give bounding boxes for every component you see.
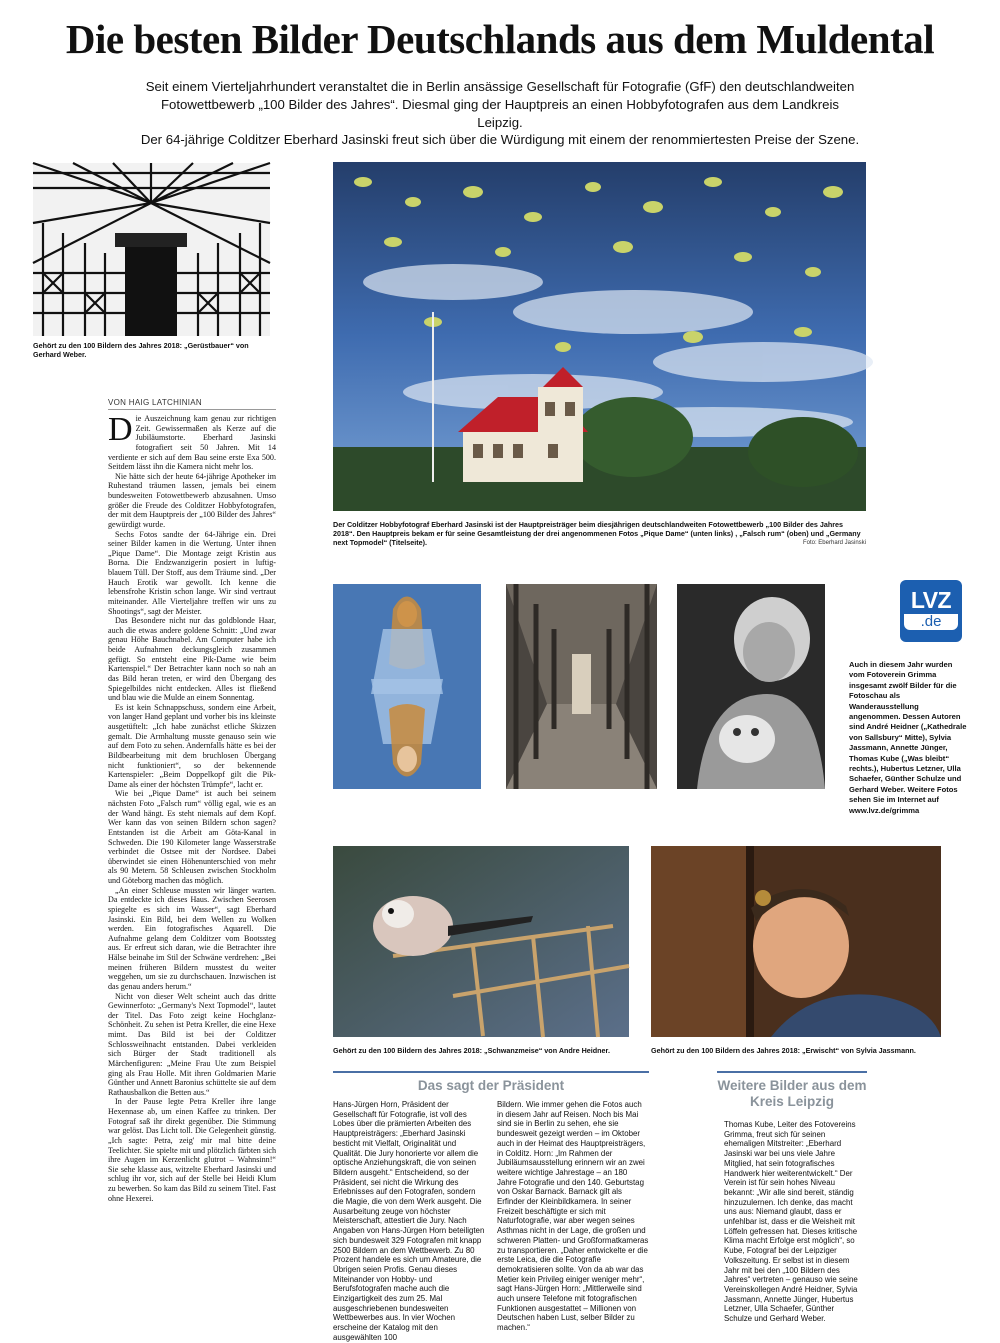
bird-illustration [333,846,629,1037]
house-reflection-illustration [333,162,866,511]
intro-line: Fotowettbewerb „100 Bilder des Jahres“. Diesmal ging der Hauptpreis an einen Hobbyfotografen aus dem Landkreis Leipzig. [160,96,840,130]
article-paragraph: Es ist kein Schnappschuss, sondern eine Arbeit, von langer Hand geplant und vorher bis ins kleinste ausgetüftelt: „Ich habe zunächst etliche Skizzen gemalt. Die Armhaltung musste genauso sein wie auf dem Foto zu sehen. Andernfalls hätte es bei der Bildbearbeitung mit dem bruchlosen Übergang nicht funktioniert“, so der bekennende Kartenspieler: „Beim Doppelkopf gilt die Pik-Dame als einer der höchsten Trümpfe“, lacht er. [108,702,276,789]
photo-erwischt [651,846,941,1037]
page-headline: Die besten Bilder Deutschlands aus dem Muldental [65,16,935,62]
caption-schwanzmeise: Gehört zu den 100 Bildern des Jahres 2018: „Schwanzmeise“ von Andre Heidner. [333,1046,610,1055]
drop-cap: D [108,411,133,448]
article-paragraph: In der Pause legte Petra Kreller ihre lange Hexennase ab, um einen Kaffee zu trinken. Der Fotograf saß ihr direkt gegenüber. Die Stimmung war gelöst. Das Licht toll. Die Gelegenheit günstig. „Ich sagte: Petra, zeig' mir mal bitte deine Teelichter. Sie spielte mit und plötzlich färbten sich ihre Augen im Kerzenlicht glutrot – Wahnsinn!“ Sie sehe klasse aus, witzelte Eberhard Jasinski und schlug ihr vor, sich auf der Stelle bei Heidi Klum zu bewerben. So kam das Bild zu seinem Titel. Fast ohne Hexerei. [108,1097,276,1203]
president-column-2: Bildern. Wie immer gehen die Fotos auch in diesem Jahr auf Reisen. Noch bis Mai sind sie in Berlin zu sehen, ehe sie bundesweit gezeigt werden – im Oktober auch in der Heimat des Hauptpreisträgers, in Colditz. Horn: „Im Rahmen der Jubiläumsausstellung erinnern wir an zwei weitere wichtige Jahrestage – an 180 Jahre Fotografie und den 140. Geburtstag von Oskar Barnack. Barnack gilt als Erfinder der Kleinbildkamera. In seiner Freizeit beschäftigte er sich mit Naturfotografie, war aber wegen seines Asthmas nicht in der Lage, die großen und schweren Platten- und Großformatkameras zu transportieren. „Daher entwickelte er die erste Leica, die die Fotografie demokratisieren sollte. Von da ab war das Metier kein Privileg einiger weniger mehr“, sagt Hans-Jürgen Horn: „Mittlerweile sind auch unsere Telefone mit fotografischen Funktionen ausgestattet – Millionen von Deutschen haben Lust, selber Bilder zu machen.“ [497,1100,649,1333]
lvz-logo-text: LVZ [910,587,952,613]
caption-grimma: Auch in diesem Jahr wurden vom Fotoverein Grimma insgesamt zwölf Bilder für die Fotoschau als Wanderausstellung angenommen. Dessen Autoren sind André Heidner („Kathedrale von Sallsbury“ Mitte), Sylvia Jassmann, Annette Jünger, Thomas Kube („Was bleibt“ rechts.), Hubertus Letzner, Ulla Schaefer, Günther Schulze und Gerhard Weber. Weitere Fotos sehen Sie im Internet auf www.lvz.de/grimma [849,660,967,815]
boy-illustration [651,846,941,1037]
article-paragraph: Wie bei „Pique Dame“ ist auch bei seinem nächsten Foto „Falsch rum“ völlig egal, wie es an der Wand hängt. Es steht niemals auf dem Kopf. Wer kann das von seinen Bildern schon sagen? Entstanden ist die Arbeit am Göta-Kanal in Schweden. Die 190 Kilometer lange Wasserstraße verbindet die Ostsee mit der Nordsee. Dabei überwindet sie einen Höhenunterschied von mehr als 90 Metern. 58 Schleusen zwischen Stockholm und Göteborg machen das möglich. [108,789,276,885]
photo-kathedrale [506,584,657,789]
president-column-1: Hans-Jürgen Horn, Präsident der Gesellschaft für Fotografie, ist voll des Lobes über die prämierten Arbeiten des Hauptpreisträgers: „Eberhard Jasinski besticht mit Vielfalt, Originalität und Qualität. Die Jury honorierte vor allem die optische Anziehungskraft, die von seinen Bildern ausgeht.“ Entscheidend, so der Präsident, sei nicht die Wirkung des Erlebnisses auf den Fotografen, sondern die Magie, die von dem Werk ausgeht. Die Ausarbeitung zeuge von höchster Meisterschaft, attestiert die Jury. Nach Angaben von Hans-Jürgen Horn beteiligten sich bundesweit 329 Fotografen mit knapp 2500 Bildern an dem Wettbewerb. Zu 80 Prozent handele es sich um Amateure, die Übrigen seien Profis. Genau dieses Miteinander von Hobby- und Berufsfotografen mache auch die Einzigartigkeit des zum 25. Mal ausgeschriebenen bundesweiten Wettbewerbes aus. In vier Wochen erscheine der Katalog mit den ausgewählten 100 [333,1100,485,1342]
photo-credit: Foto: Eberhard Jasinski [802,540,866,546]
intro-line: Seit einem Vierteljahrhundert veranstaltet die in Berlin ansässige Gesellschaft für Fotografie (GfF) den deutschlandweiten [145,79,855,94]
president-rule [333,1071,649,1073]
pique-dame-illustration [333,584,481,789]
weitere-column: Thomas Kube, Leiter des Fotovereins Grimma, freut sich für seinen ehemaligen Mitstreiter: „Eberhard Jasinski war bei uns viele Jahre Mitglied, hat sein fotografisches Handwerk hier weiterentwickelt.“ Der Verein ist für sein hohes Niveau bekannt: „Wir alle sind bereit, ständig hinzuzulernen. Ich denke, das macht uns aus: Niemand glaubt, dass er unfehlbar ist, dass er die Weisheit mit Löffeln gefressen hat. Dieses kritische Klima macht Erfolge erst möglich“, so Kube, Fotograf bei der Leipziger Volkszeitung. Er selbst ist in diesem Jahr mit bei den „100 Bildern des Jahres“ vertreten – genauso wie seine Vereinskollegen André Heidner, Sylvia Jassmann, Annette Jünger, Hubertus Letzner, Ulla Schaefer, Günther Schulze und Gerhard Weber. [724,1120,858,1324]
caption-erwischt: Gehört zu den 100 Bildern des Jahres 2018: „Erwischt“ von Sylvia Jassmann. [651,1046,916,1055]
photo-falsch-rum [333,162,866,511]
weitere-heading: Weitere Bilder aus dem Kreis Leipzig [717,1078,867,1109]
caption-geruestbauer: Gehört zu den 100 Bildern des Jahres 2018: „Gerüstbauer“ von Gerhard Weber. [33,341,249,359]
photo-was-bleibt [677,584,825,789]
lvz-logo[interactable] [900,580,962,642]
article-paragraph: Das Besondere nicht nur das goldblonde Haar, auch die etwas andere goldene Schnitt: „Und zwar genau Höhe Bauchnabel. Am Computer habe ich beide Aufnahmen deckungsgleich zusammen gefügt. So entsteht eine Pik-Dame wie beim Kartenspiel.“ Der Betrachter kann noch so nah an das Bild heran treten, er wird den Übergang des Spiegelbildes nicht entdecken. Alles ist fließend und blau wie die Mulde an einem Sonnentag. [108,616,276,703]
elderly-woman-illustration [677,584,825,789]
article-paragraph: Sechs Fotos sandte der 64-Jährige ein. Drei seiner Bilder kamen in die Wertung. Unter ihnen „Pique Dame“. Die Montage zeigt Kristin aus Borna. Die Endzwanzigerin posiert in luftig-blauem Tüll. Der Stoff, aus dem Träume sind. „Der Hauch Erotik war gewollt. Ich kenne die lebensfrohe Kristin schon lange. Wir sind vertraut miteinander. Alle Vierteljahre treffen wir uns zu Shootings“, sagt der Meister. [108,529,276,616]
main-article [108,411,276,1334]
president-heading: Das sagt der Präsident [417,1078,565,1093]
cathedral-illustration [506,584,657,789]
caption-main-photo: Der Colditzer Hobbyfotograf Eberhard Jasinski ist der Hauptpreisträger beim diesjährigen deutschlandweiten Fotowettbewerb „100 Bilder des Jahres 2018“. Den Hauptpreis bekam er für seine Gesamtleistung der drei angenommenen Fotos „Pique Dame“ (unten links) , „Falsch rum“ (oben) und „Germany next Topmodel“ (Titelseite). [333,520,861,547]
article-paragraph: Nicht von dieser Welt scheint auch das dritte Gewinnerfoto: „Germany's Next Topmodel“, lautet der Titel. Das Foto zeigt keine Hochglanz-Schönheit. Zu sehen ist Petra Kreller, die eine Hexe mimt. Das Bild ist bei der Colditzer Schlossweihnacht entstanden. Dabei verkleiden sich Bürger der Stadt traditionell als Märchenfiguren: „Meine Frau Ute zum Beispiel ging als Frau Holle. Mit ihren Goldmarien Marie Günther und Annett Baronius schüttelte sie auf dem Rathausbalkon die Betten aus.“ [108,991,276,1097]
photo-schwanzmeise [333,846,629,1037]
article-paragraph: Nie hätte sich der heute 64-jährige Apotheker im Ruhestand träumen lassen, jemals bei einem bundesweiten Fotowettbewerb abzusahnen. Umso größer die Freude des Colditzer Hobbyfotografen, der mit dem Hauptpreis der „100 Bilder des Jahres“ gewürdigt wurde. [108,471,276,529]
scaffold-illustration [33,163,270,336]
intro-text [140,78,860,149]
byline: VON HAIG LATCHINIAN [108,398,276,410]
article-paragraph: Die Auszeichnung kam genau zur richtigen Zeit. Gewissermaßen als Kerze auf die Jubiläumstorte. Eberhard Jasinski fotografiert seit 50 Jahren. Mit 14 verdiente er sich auf dem Bau seine erste Exa 500. Seitdem lässt ihn die Kamera nicht mehr los. [108,411,276,472]
article-paragraph: „An einer Schleuse mussten wir länger warten. Da entdeckte ich dieses Haus. Zwischen Seerosen spiegelte es sich im Wasser“, sagt Eberhard Jasinski. Ein Bild, bei dem Wellen zu Wolken werden. Ein fotografisches Aquarell. Die Aufnahme gelang dem Colditzer vom Bootssteg aus. Er erfreut sich daran, wie die Betrachter ihre Hälse beinahe im Stil der Schwäne verdrehen: „Bei meinen früheren Bildern musstest du weiter weggehen, um sie zu durchschauen. Inzwischen ist das genau anders herum.“ [108,885,276,991]
photo-geruestbauer [33,163,270,336]
weitere-rule [717,1071,867,1073]
intro-line: Der 64-jährige Colditzer Eberhard Jasinski freut sich über die Würdigung mit einem der renommiertesten Preise der Szene. [140,132,860,148]
lvz-logo-domain: .de [904,614,958,630]
photo-pique-dame [333,584,481,789]
